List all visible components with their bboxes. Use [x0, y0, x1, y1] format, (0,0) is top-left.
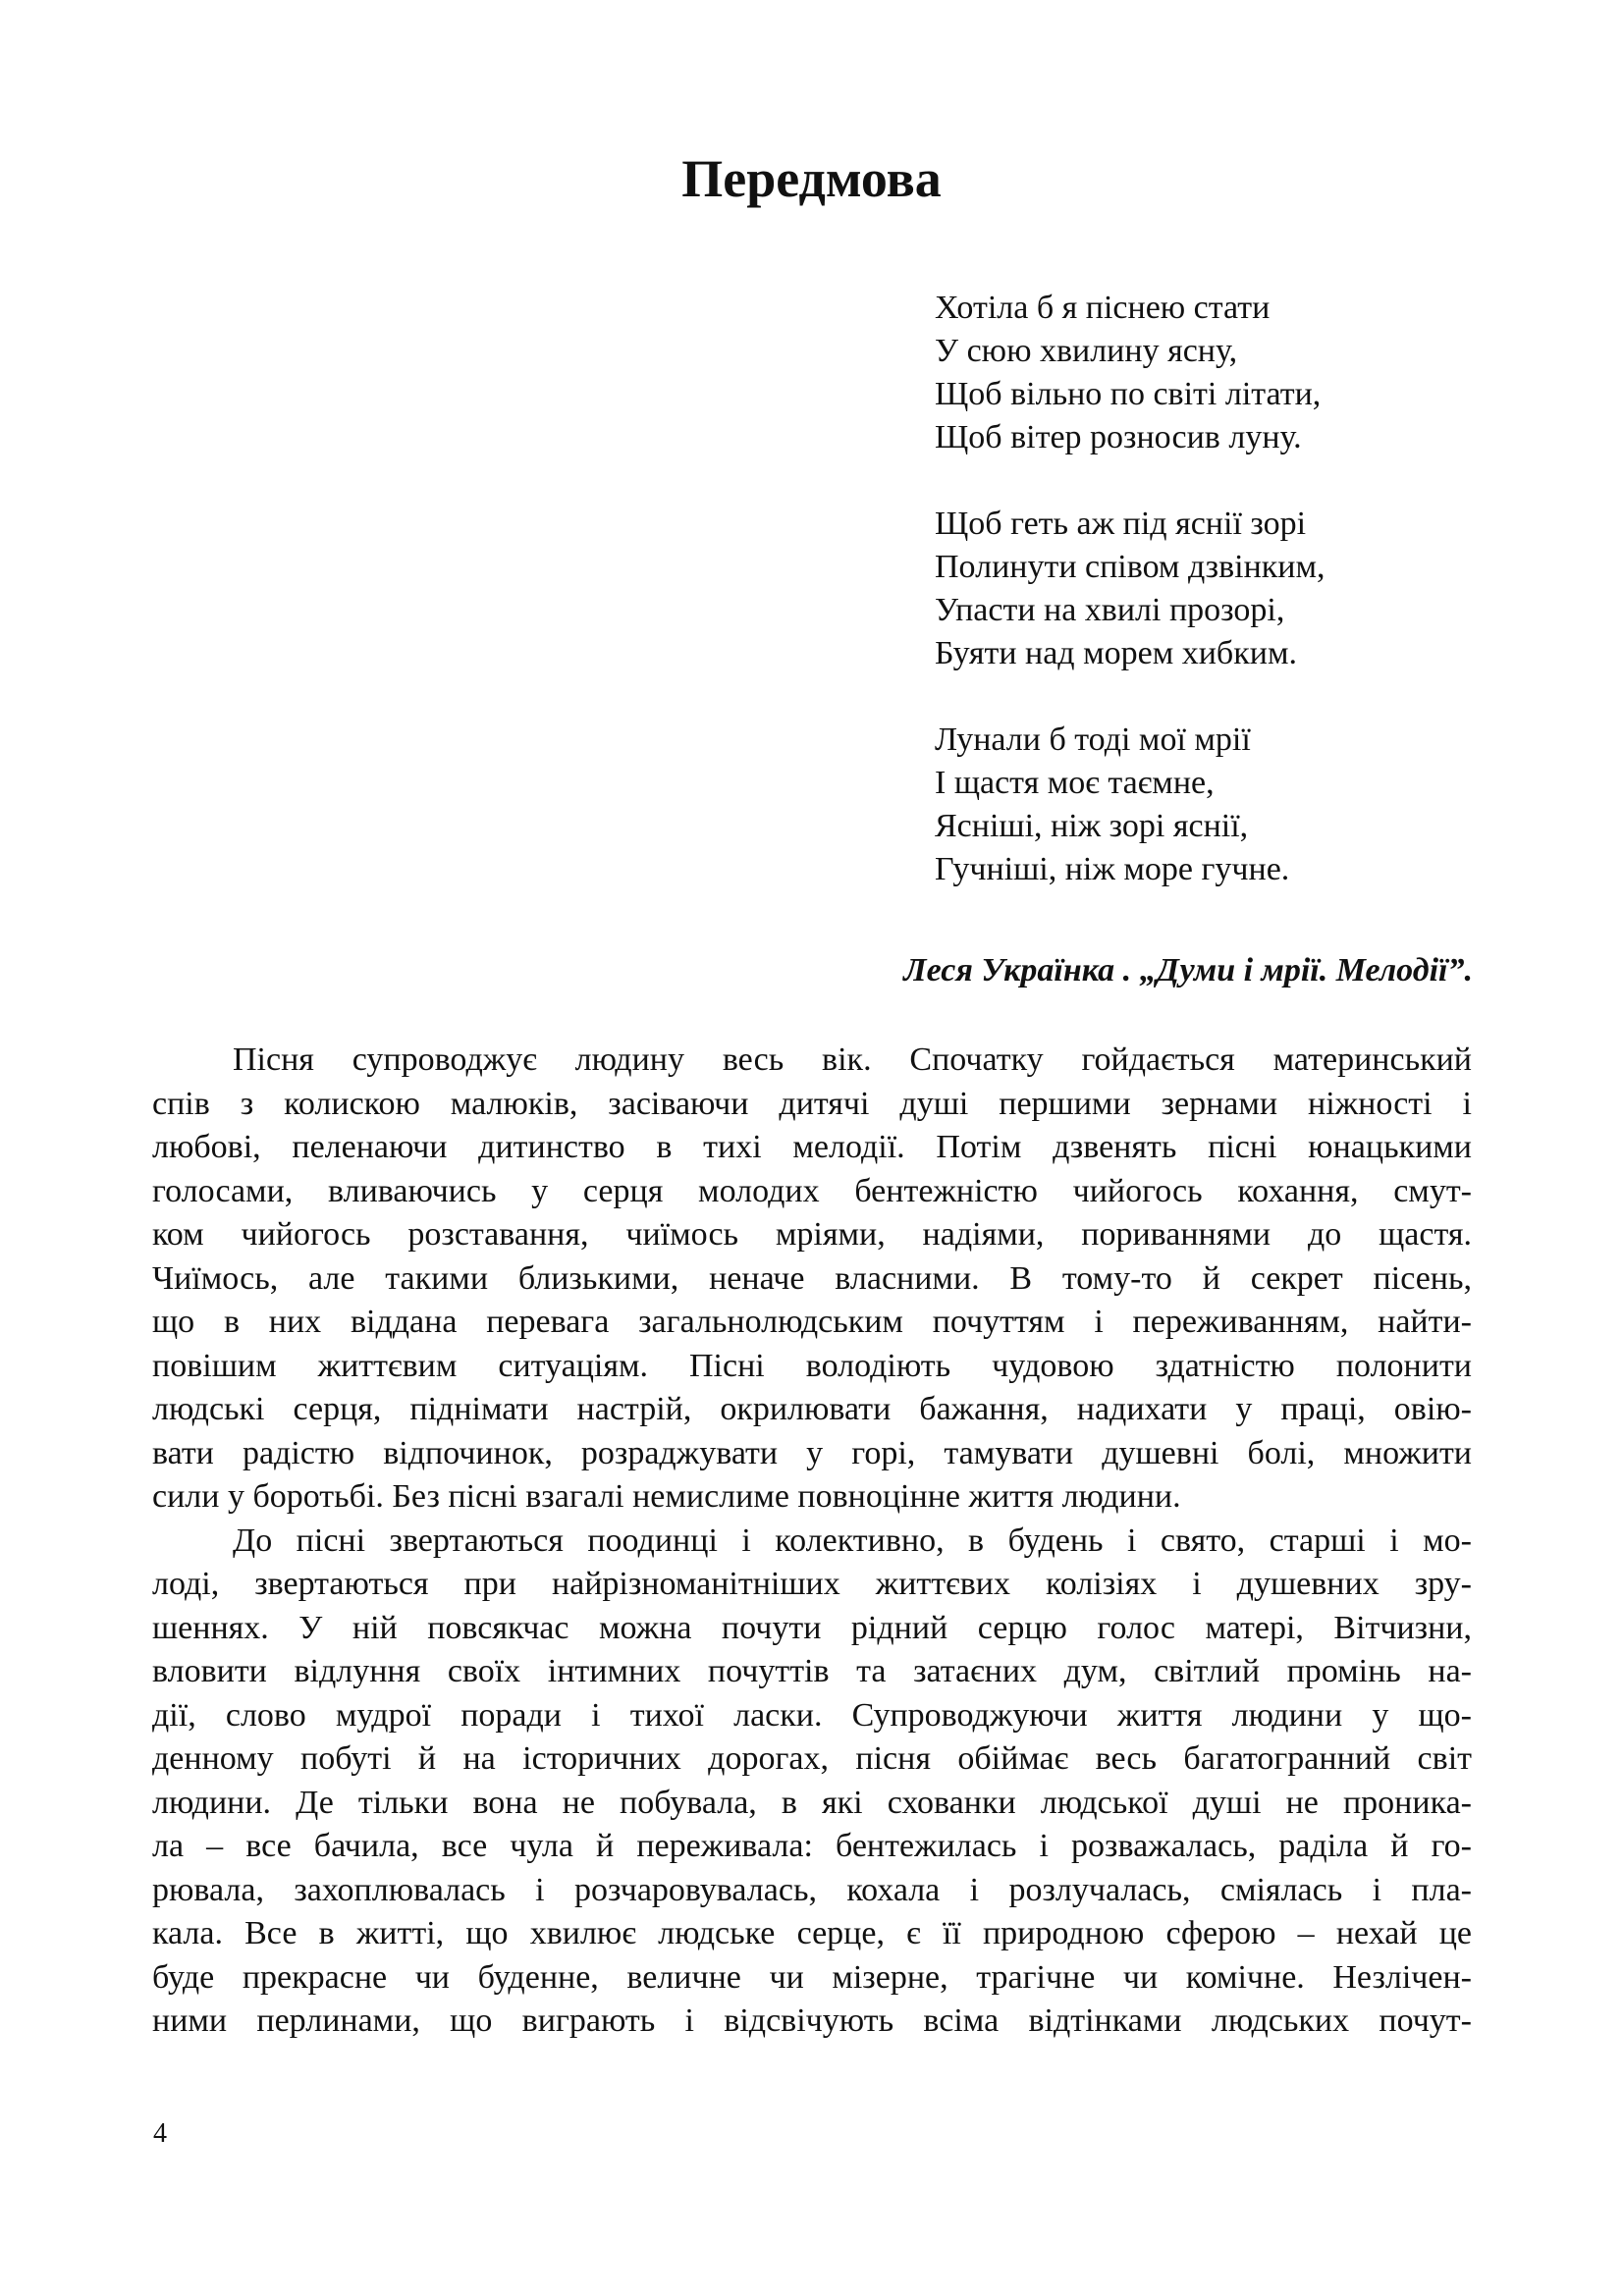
verse-line: І щастя моє таємне,	[935, 765, 1215, 801]
verse-line: Хотіла б я піснею стати	[935, 290, 1271, 326]
text-line: денному побуті й на історичних дорогах, пісня обіймає весь багатогранний світ	[152, 1740, 1472, 1777]
verse-line: Ясніші, ніж зорі яснії,	[935, 808, 1249, 844]
verse-line: Буяти над морем хибким.	[935, 635, 1297, 671]
text-line: голосами, вливаючись у серця молодих бентежністю чийогось кохання, смут-	[152, 1172, 1472, 1209]
text-line: лоді, звертаються при найрізноманітніших життєвих колізіях і душевних зру-	[152, 1566, 1472, 1602]
poem-stanza	[935, 503, 1325, 675]
text-line: ком чийогось розставання, чиїмось мріями, надіями, пориваннями до щастя.	[152, 1216, 1472, 1253]
text-line: До пісні звертаються поодинці і колективно, в будень і свято, старші і мо-	[233, 1522, 1472, 1559]
poem-stanza	[935, 719, 1325, 891]
body-text	[152, 1039, 1472, 2044]
text-line: ла – все бачила, все чула й переживала: бентежилась і розважалась, раділа й го-	[152, 1828, 1472, 1864]
paragraph	[152, 1520, 1472, 2044]
text-line: людини. Де тільки вона не побувала, в які схованки людської душі не проника-	[152, 1784, 1472, 1821]
text-line: шеннях. У ній повсякчас можна почути рідний серцю голос матері, Вітчизни,	[152, 1609, 1472, 1646]
text-line: вати радістю відпочинок, розраджувати у горі, тамувати душевні болі, множити	[152, 1434, 1472, 1471]
text-line: вловити відлуння своїх інтимних почуттів та затаєних дум, світлий промінь на-	[152, 1653, 1472, 1689]
verse-line: Щоб вітер розносив луну.	[935, 419, 1302, 455]
verse-line: Щоб геть аж під яснії зорі	[935, 506, 1307, 542]
verse-line: Упасти на хвилі прозорі,	[935, 592, 1285, 628]
text-line: буде прекрасне чи буденне, величне чи мізерне, трагічне чи комічне. Незлічен-	[152, 1958, 1472, 1996]
text-line: сили у боротьбі. Без пісні взагалі немислиме повноцінне життя людини.	[152, 1478, 1181, 1515]
paragraph	[152, 1039, 1472, 1520]
text-line: рювала, захоплювалась і розчаровувалась, кохала і розлучалась, сміялась і пла-	[152, 1871, 1472, 1908]
page-title: Передмова	[681, 149, 942, 208]
verse-line: Лунали б тоді мої мрії	[935, 721, 1251, 758]
text-line: повішим життєвим ситуаціям. Пісні володіють чудовою здатністю полонити	[152, 1347, 1472, 1384]
verse-line: Полинути співом дзвінким,	[935, 549, 1325, 585]
text-line: кала. Все в житті, що хвилює людське серце, є її природною сферою – нехай це	[152, 1915, 1472, 1951]
verse-line: Гучніші, ніж море гучне.	[935, 851, 1290, 887]
verse-line: Щоб вільно по світі літати,	[935, 376, 1322, 412]
text-line: людські серця, піднімати настрій, окрилювати бажання, надихати у праці, овію-	[152, 1391, 1472, 1427]
text-line: Чиїмось, але такими близькими, неначе власними. В тому-то й секрет пісень,	[152, 1259, 1472, 1297]
text-line: ними перлинами, що виграють і відсвічують всіма відтінками людських почут-	[152, 2002, 1472, 2039]
page-number: 4	[153, 2118, 167, 2149]
text-line: спів з колискою малюків, засіваючи дитячі душі першими зернами ніжності і	[152, 1085, 1472, 1122]
verse-line: У сюю хвилину ясну,	[935, 333, 1238, 369]
poem-stanza	[935, 287, 1325, 459]
text-line: дії, слово мудрої поради і тихої ласки. Супроводжуючи життя людини у що-	[152, 1696, 1472, 1734]
text-line: що в них віддана перевага загальнолюдським почуттям і переживанням, найти-	[152, 1304, 1472, 1340]
text-line: любові, пеленаючи дитинство в тихі мелодії. Потім дзвенять пісні юнацькими	[152, 1129, 1472, 1165]
epigraph-attribution: Леся Українка . „Думи і мрії. Мелодії”.	[903, 952, 1473, 988]
epigraph-poem	[935, 287, 1325, 891]
text-line: Пісня супроводжує людину весь вік. Спочатку гойдається материнський	[233, 1041, 1472, 1078]
